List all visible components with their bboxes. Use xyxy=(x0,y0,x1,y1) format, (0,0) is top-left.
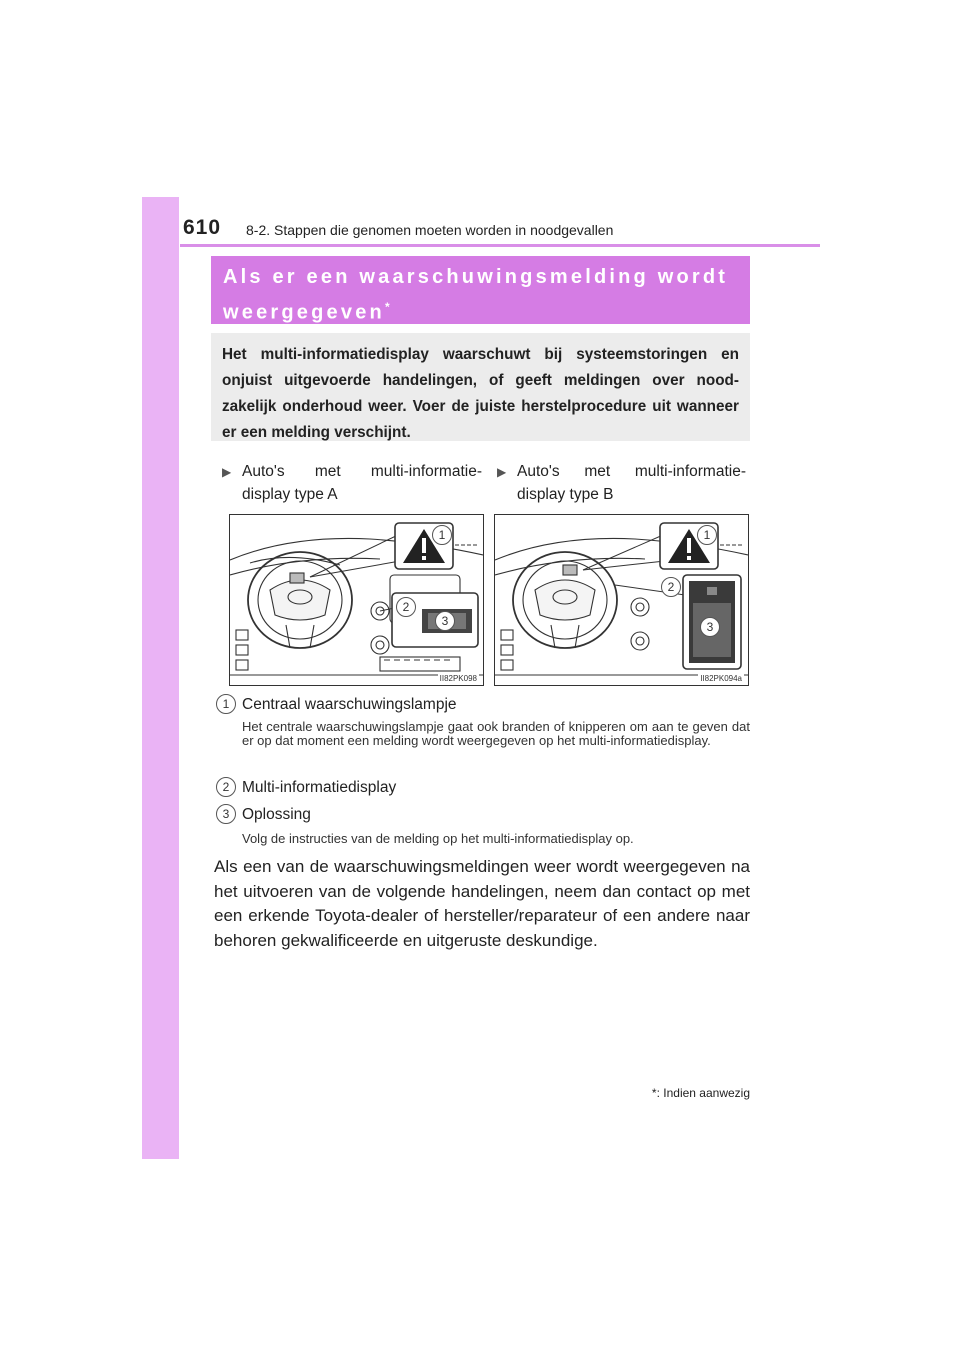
footnote xyxy=(652,1086,750,1100)
intro-box xyxy=(211,333,750,441)
body-paragraph: Als een van de waarschuwingsmeldingen weer wordt weergegeven na het uitvoeren van de volgende handelingen, neem dan contact op met een erkende Toyota-dealer of hersteller/reparateur of een andere naar behoren gekwalificeerde en uitgeruste deskundige. xyxy=(214,857,750,950)
callout-3-b: 3 xyxy=(700,617,720,637)
figure-code-b: II82PK094a xyxy=(700,674,742,683)
figure-code-a: II82PK098 xyxy=(439,674,477,683)
item-3-title: Oplossing xyxy=(242,806,311,823)
page-number: 610 xyxy=(183,216,222,239)
variant-b-word2: met xyxy=(584,463,611,480)
section-title-banner xyxy=(211,256,750,324)
item-3-description: Volg de instructies van de melding op het multi-informatiedisplay op. xyxy=(242,831,634,846)
running-header: 8-2. Stappen die genomen moeten worden in noodgevallen xyxy=(246,222,614,238)
footnote-text: : Indien aanwezig xyxy=(656,1086,750,1100)
chapter-sidebar-tab xyxy=(142,197,179,1159)
variant-b-word1: Auto's xyxy=(517,463,560,480)
header-rule xyxy=(180,244,820,247)
section-title-line2 xyxy=(223,292,738,328)
triangle-right-icon: ▶ xyxy=(222,465,232,479)
variant-a-word3: multi-informatie- xyxy=(370,463,482,480)
triangle-right-icon: ▶ xyxy=(497,465,507,479)
callout-2-a: 2 xyxy=(396,597,416,617)
variant-b-line2: display type B xyxy=(517,486,614,503)
variant-a-heading xyxy=(222,460,482,506)
figure-dashboard-type-a xyxy=(229,514,484,686)
variant-a-line1 xyxy=(242,460,482,483)
variant-a-word1: Auto's xyxy=(242,463,285,480)
item-2-title: Multi-informatiedisplay xyxy=(242,779,397,796)
callout-2-b: 2 xyxy=(661,577,681,597)
variant-b-heading xyxy=(497,460,746,506)
variant-a-word2: met xyxy=(314,463,341,480)
item-2-number: 2 xyxy=(216,777,236,797)
figure-dashboard-type-b xyxy=(494,514,749,686)
variant-b-word3: multi-informatie- xyxy=(634,463,746,480)
variant-a-line2: display type A xyxy=(242,486,338,503)
callout-3-a: 3 xyxy=(435,611,455,631)
section-title-text: weergegeven xyxy=(223,301,385,324)
asterisk-icon: * xyxy=(384,300,390,314)
callout-1-b: 1 xyxy=(697,525,717,545)
item-3-number: 3 xyxy=(216,804,236,824)
item-1-title: Centraal waarschuwingslampje xyxy=(242,696,457,713)
variant-b-line1 xyxy=(517,460,746,483)
asterisk-icon: * xyxy=(651,1086,657,1100)
callout-1-a: 1 xyxy=(432,525,452,545)
item-1-description: Het centrale waarschuwingslampje gaat ook branden of knipperen om aan te geven dat er op dat moment een melding wordt weergegeven op het multi-informatiedisplay. xyxy=(242,719,750,748)
item-1-number: 1 xyxy=(216,694,236,714)
intro-text: Het multi-informatiedisplay waarschuwt bij systeemstoringen en onjuist uitgevoerde handelingen, of geeft meldingen over nood-zakelijk onderhoud weer. Voer de juiste herstelprocedure uit wanneer er een melding verschijnt. xyxy=(222,346,739,441)
section-title-line1: Als er een waarschuwingsmelding wordt xyxy=(223,266,729,288)
